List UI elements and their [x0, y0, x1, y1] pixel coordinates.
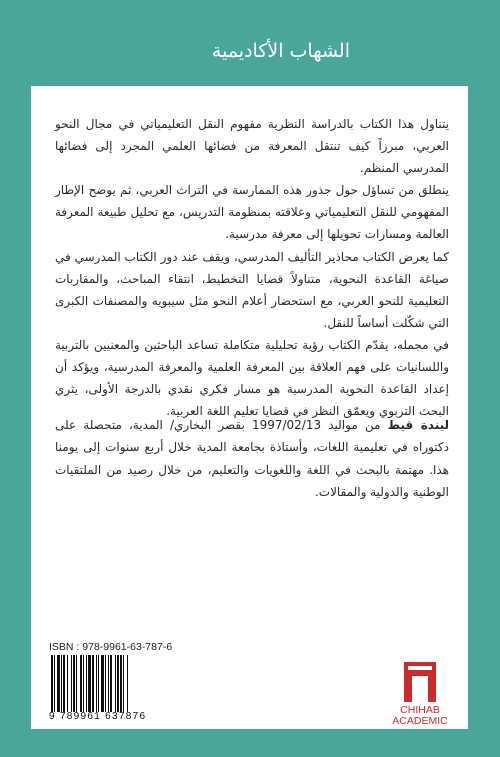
author-bio [55, 414, 449, 503]
barcode-graphic [49, 655, 169, 712]
isbn-label: ISBN : 978-9961-63-787-6 [49, 641, 173, 653]
publisher-title: الشهاب الأكاديمية [211, 40, 350, 62]
logo-line-1: CHIHAB [400, 704, 440, 716]
author-name: ليندة قيط [387, 418, 450, 432]
synopsis-paragraph-1: يتناول هذا الكتاب بالدراسة النظرية مفهوم النقل التعليمياتي في مجال النحو العربي، مبرزاً كيف تنتقل المعرفة من فضائها العلمي المجرد إلى فضائها المدرسي المنظم. [55, 117, 449, 176]
logo-line-2: ACADEMIC [392, 715, 448, 727]
author-bio-text: من مواليد 1997/02/13 بقصر البخاري/ المدية، متحصلة على دكتوراه في تعليمية اللغات، وأستاذة بجامعة المدية خلال أربع سنوات إلى يومنا هذا. مهتمة بالبحث في اللغة واللغويات والتعليم، من خلال رصيد من الملتقيات الوطنية والدولية والمقالات. [55, 418, 449, 499]
synopsis [55, 113, 449, 422]
header-bar [0, 0, 500, 70]
publisher-logo-text [386, 705, 454, 727]
synopsis-paragraph-3: كما يعرض الكتاب محاذير التأليف المدرسي، ويقف عند دور الكتاب المدرسي في صياغة القاعدة النحوية، متناولاً قضايا التخطيط، انتقاء المباحث، والمقاربات التعليمية للنحو العربي، مع استحضار أعلام النحو مثل سيبويه والمصنفات الكبرى التي شكّلت أساساً للنقل. [55, 249, 449, 330]
barcode-digits: 9 789961 637876 [49, 711, 147, 722]
synopsis-paragraph-2: ينطلق من تساؤل حول جذور هذه الممارسة في التراث العربي، ثم يوضح الإطار المفهومي للنقل التعليمياتي وعلاقته بمنظومة التدريس، مع تحليل طبيعة المعرفة العالمة ومسارات تحويلها إلى معرفة مدرسية. [55, 183, 449, 242]
synopsis-paragraph-4: في مجمله، يقدّم الكتاب رؤية تحليلية متكاملة تساعد الباحثين والمعنيين بالتربية واللسانيات على فهم العلاقة بين المعرفة العلمية والمعرفة المدرسية، ويؤكد أن إعداد القاعدة النحوية المدرسية هو مسار فكري نقدي بالدرجة الأولى، يثري البحث التربوي ويعمّق النظر في قضايا تعليم اللغة العربية. [55, 337, 449, 419]
